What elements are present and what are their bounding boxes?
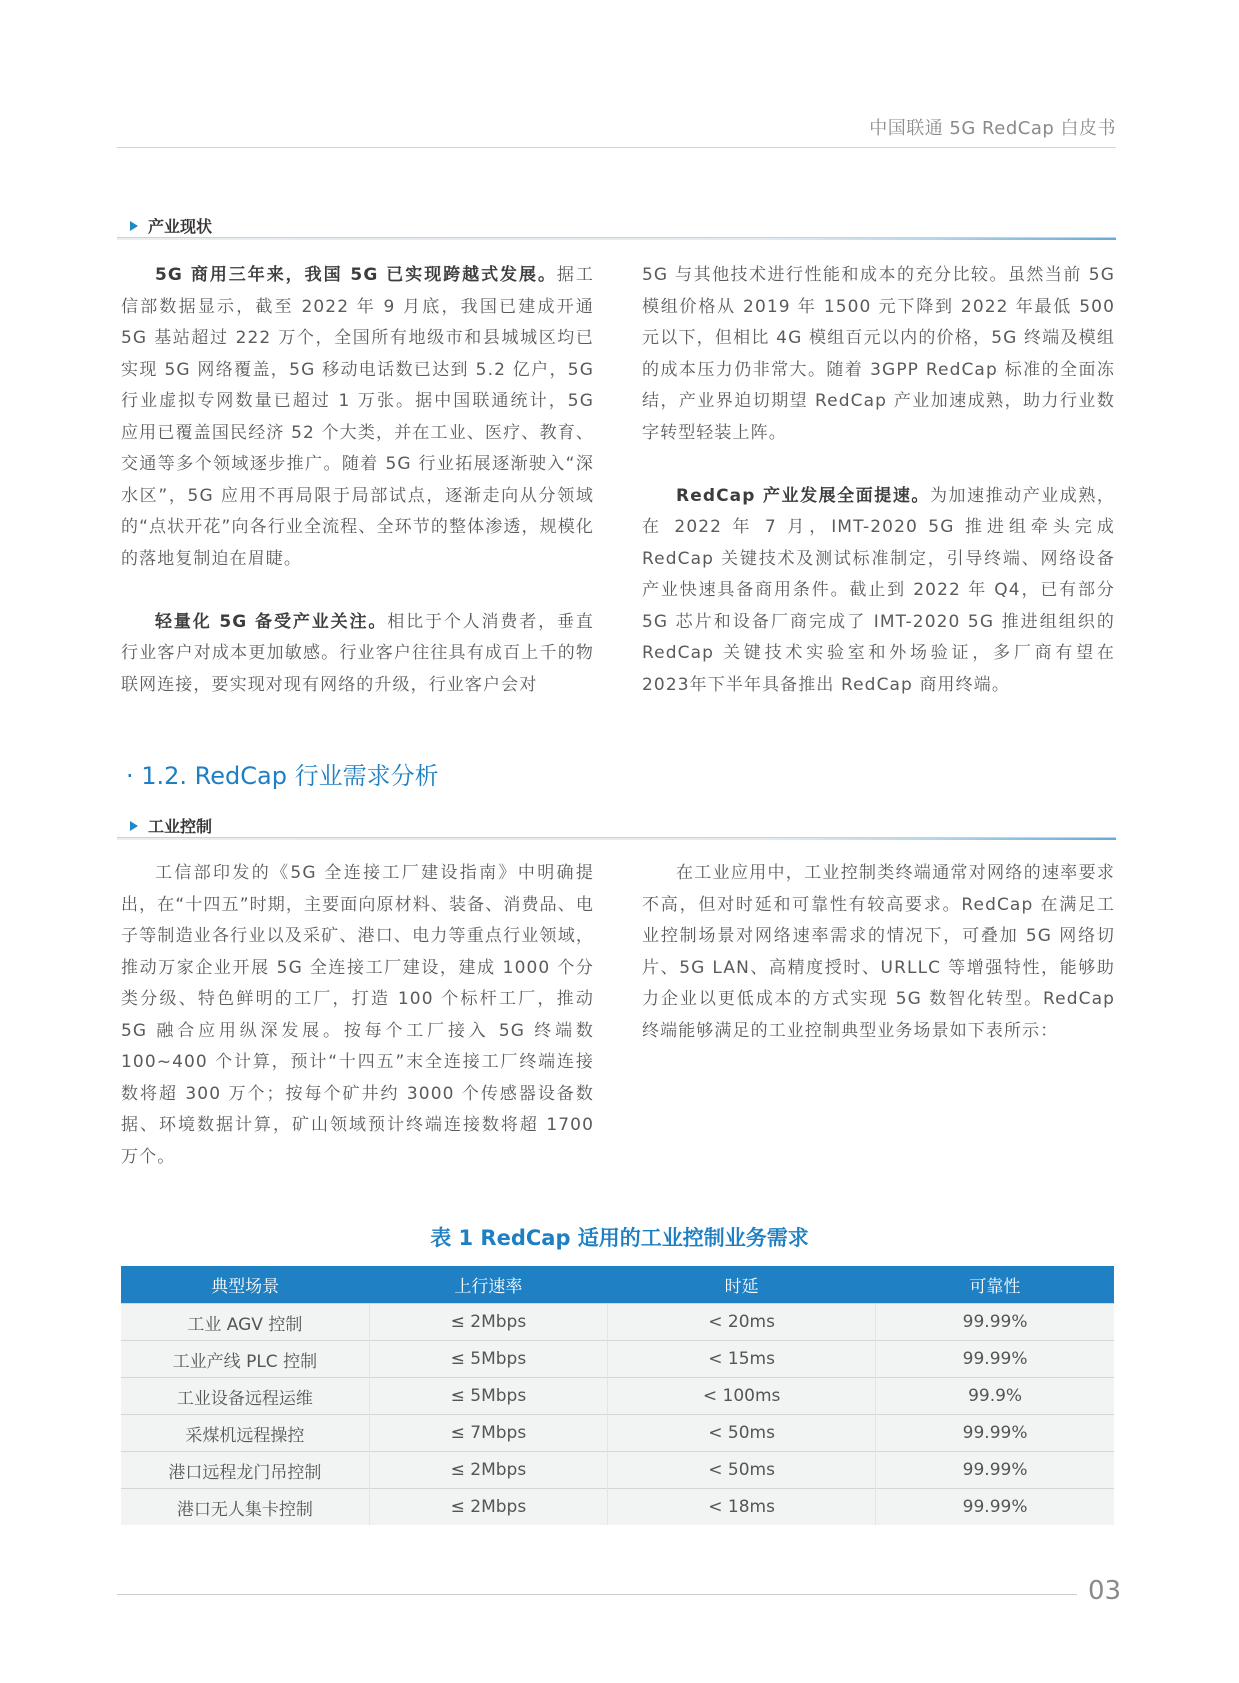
subsection-heading-industrial-control bbox=[130, 814, 212, 837]
cell-scenario: 采煤机远程操控 bbox=[121, 1415, 369, 1452]
cell-reliability: 99.99% bbox=[876, 1304, 1114, 1341]
paragraph bbox=[121, 260, 594, 575]
header-divider bbox=[117, 147, 1116, 148]
cell-scenario: 港口无人集卡控制 bbox=[121, 1489, 369, 1526]
subsection-divider bbox=[117, 837, 1116, 840]
triangle-bullet-icon bbox=[130, 821, 138, 831]
table-row bbox=[121, 1415, 1114, 1452]
subsection-heading-label: 工业控制 bbox=[148, 817, 213, 836]
table-row bbox=[121, 1341, 1114, 1378]
cell-scenario: 工业设备远程运维 bbox=[121, 1378, 369, 1415]
subsection-heading-label: 产业现状 bbox=[148, 217, 213, 236]
table-row bbox=[121, 1378, 1114, 1415]
table-header-row bbox=[121, 1266, 1114, 1304]
table-row bbox=[121, 1489, 1114, 1526]
paragraph-text: 5G 与其他技术进行性能和成本的充分比较。虽然当前 5G 模组价格从 2019 年 1500 元下降到 2022 年最低 500 元以下，但相比 4G 模组百元以内的价格，5G 终端及模组的成本压力仍非常大。随着 3GPP RedCap 标准的全面冻结，产业界迫切期望 RedCap 产业加速成熟，助力行业数字转型轻装上阵。 bbox=[642, 265, 1115, 443]
paragraph-text: 相比于个人消费者，垂直行业客户对成本更加敏感。行业客户往往具有成百上千的物联网连接，要实现对现有网络的升级，行业客户会对 bbox=[121, 611, 594, 695]
column-header: 可靠性 bbox=[876, 1266, 1114, 1304]
paragraph bbox=[121, 607, 594, 702]
cell-latency: < 50ms bbox=[608, 1452, 876, 1489]
running-header-title: 中国联通 5G RedCap 白皮书 bbox=[869, 118, 1116, 139]
page-number: 03 bbox=[1088, 1576, 1122, 1606]
cell-uplink-rate: ≤ 2Mbps bbox=[369, 1489, 607, 1526]
paragraph bbox=[642, 260, 1115, 449]
cell-reliability: 99.99% bbox=[876, 1415, 1114, 1452]
cell-scenario: 工业 AGV 控制 bbox=[121, 1304, 369, 1341]
paragraph: 在工业应用中，工业控制类终端通常对网络的速率要求不高，但对时延和可靠性有较高要求。RedCap 在满足工业控制场景对网络速率需求的情况下，可叠加 5G 网络切片、5G LAN、高精度授时、URLLC 等增强特性，能够助力企业以更低成本的方式实现 5G 数智化转型。RedCap 终端能够满足的工业控制典型业务场景如下表所示： bbox=[642, 863, 1115, 1041]
cell-reliability: 99.99% bbox=[876, 1489, 1114, 1526]
paragraph-lead: 轻量化 5G 备受产业关注。 bbox=[155, 611, 388, 632]
column-header: 典型场景 bbox=[121, 1266, 369, 1304]
requirements-table bbox=[121, 1266, 1114, 1525]
table-row bbox=[121, 1304, 1114, 1341]
cell-latency: < 15ms bbox=[608, 1341, 876, 1378]
table-caption: 表 1 RedCap 适用的工业控制业务需求 bbox=[430, 1226, 809, 1250]
paragraph-text: 据工信部数据显示，截至 2022 年 9 月底，我国已建成开通 5G 基站超过 222 万个，全国所有地级市和县城城区均已实现 5G 网络覆盖，5G 移动电话数已达到 5.2 亿户，5G 行业虚拟专网数量已超过 1 万张。据中国联通统计，5G 应用已覆盖国民经济 52 个大类，并在工业、医疗、教育、交通等多个领域逐步推广。随着 5G 行业拓展逐渐驶入“深水区”，5G 应用不再局限于局部试点，逐渐走向从分领域的“点状开花”向各行业全流程、全环节的整体渗透，规模化的落地复制迫在眉睫。 bbox=[121, 265, 594, 569]
subsection-divider bbox=[117, 237, 1116, 240]
table-row bbox=[121, 1452, 1114, 1489]
cell-uplink-rate: ≤ 2Mbps bbox=[369, 1304, 607, 1341]
cell-latency: < 18ms bbox=[608, 1489, 876, 1526]
industrial-control-left-column bbox=[121, 858, 594, 1173]
cell-reliability: 99.99% bbox=[876, 1452, 1114, 1489]
cell-latency: < 100ms bbox=[608, 1378, 876, 1415]
cell-uplink-rate: ≤ 2Mbps bbox=[369, 1452, 607, 1489]
cell-reliability: 99.9% bbox=[876, 1378, 1114, 1415]
column-header: 时延 bbox=[608, 1266, 876, 1304]
paragraph-lead: RedCap 产业发展全面提速。 bbox=[676, 485, 930, 506]
industry-status-right-column bbox=[642, 260, 1115, 701]
paragraph-text: 为加速推动产业成熟，在 2022 年 7 月，IMT-2020 5G 推进组牵头完成 RedCap 关键技术及测试标准制定，引导终端、网络设备产业快速具备商用条件。截止到 2022 年 Q4，已有部分 5G 芯片和设备厂商完成了 IMT-2020 5G 推进组组织的 RedCap 关键技术实验室和外场验证，多厂商有望在 2023年下半年具备推出 RedCap 商用终端。 bbox=[642, 485, 1115, 695]
cell-latency: < 50ms bbox=[608, 1415, 876, 1452]
cell-reliability: 99.99% bbox=[876, 1341, 1114, 1378]
paragraph-lead: 5G 商用三年来，我国 5G 已实现跨越式发展。 bbox=[155, 265, 557, 285]
subsection-heading-industry-status bbox=[130, 214, 212, 237]
footer-divider bbox=[117, 1594, 1077, 1595]
cell-scenario: 工业产线 PLC 控制 bbox=[121, 1341, 369, 1378]
industrial-control-right-column bbox=[642, 858, 1115, 1047]
cell-uplink-rate: ≤ 7Mbps bbox=[369, 1415, 607, 1452]
cell-uplink-rate: ≤ 5Mbps bbox=[369, 1341, 607, 1378]
section-title: · 1.2. RedCap 行业需求分析 bbox=[126, 762, 439, 790]
cell-scenario: 港口远程龙门吊控制 bbox=[121, 1452, 369, 1489]
cell-latency: < 20ms bbox=[608, 1304, 876, 1341]
industry-status-left-column bbox=[121, 260, 594, 701]
triangle-bullet-icon bbox=[130, 221, 138, 231]
paragraph bbox=[642, 481, 1115, 702]
paragraph: 工信部印发的《5G 全连接工厂建设指南》中明确提出，在“十四五”时期，主要面向原材料、装备、消费品、电子等制造业各行业以及采矿、港口、电力等重点行业领域，推动万家企业开展 5G 全连接工厂建设，建成 1000 个分类分级、特色鲜明的工厂，打造 100 个标杆工厂，推动 5G 融合应用纵深发展。按每个工厂接入 5G 终端数 100~400 个计算，预计“十四五”末全连接工厂终端连接数将超 300 万个；按每个矿井约 3000 个传感器设备数据、环境数据计算，矿山领域预计终端连接数将超 1700 万个。 bbox=[121, 863, 594, 1167]
column-header: 上行速率 bbox=[369, 1266, 607, 1304]
cell-uplink-rate: ≤ 5Mbps bbox=[369, 1378, 607, 1415]
